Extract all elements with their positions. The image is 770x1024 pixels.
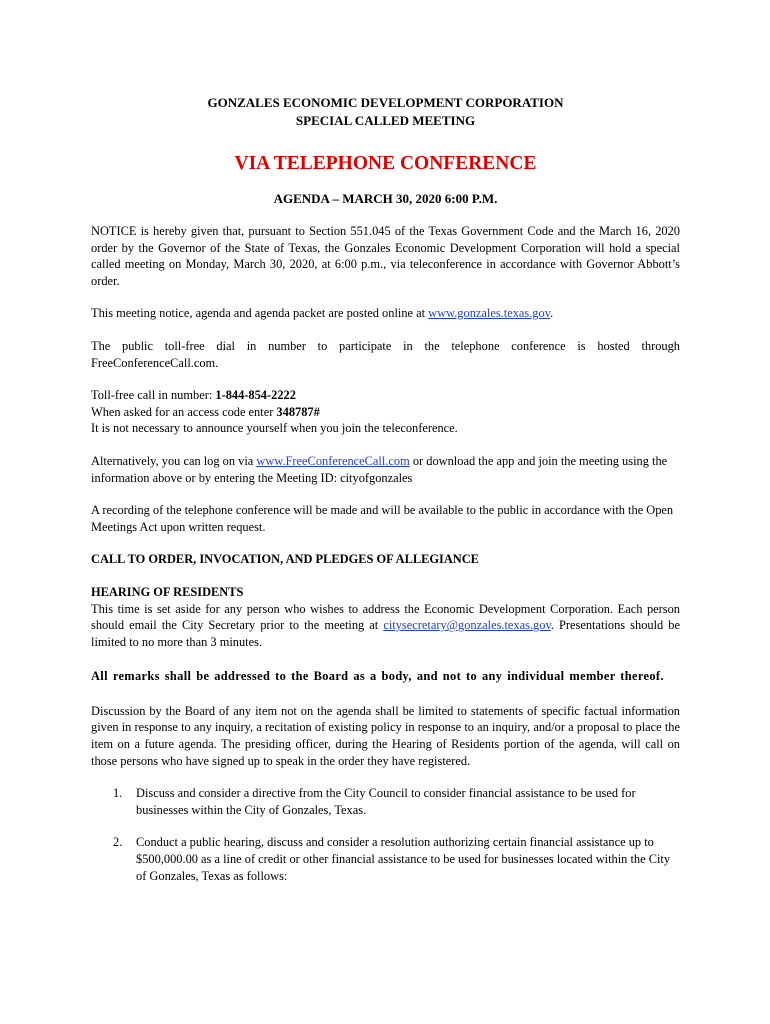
document-title: VIA TELEPHONE CONFERENCE [234,153,537,174]
toll-free-label: Toll-free call in number: [91,388,216,403]
agenda-items-list [91,785,680,884]
alternative-access-text: Alternatively, you can log on via [91,453,257,468]
toll-free-number-line [91,387,680,404]
recording-paragraph: A recording of the telephone conference will be made and will be available to the public in accordance with the Open Meetings Act upon written request. [91,503,674,534]
agenda-item-text: Conduct a public hearing, discuss and consider a resolution authorizing certain financial assistance up to $500,000.00 as a line of credit or other financial assistance to be used for businesses located within the City of Gonzales, Texas as follows: [136,835,671,883]
gonzales-website-link[interactable]: www.gonzales.texas.gov [428,306,551,321]
organization-name: GONZALES ECONOMIC DEVELOPMENT CORPORATION [207,95,564,110]
access-code: 348787# [276,404,320,419]
hearing-of-residents-paragraph [91,601,680,651]
remarks-notice: All remarks shall be addressed to the Board as a body, and not to any individual member thereof. [91,669,664,684]
agenda-item-number: 2. [113,835,123,850]
access-code-line [91,404,680,421]
alternative-access-end: or download the app and join the meeting using the information above or by entering the Meeting ID: cityofgonzales [91,453,668,485]
toll-free-number: 1-844-854-2222 [215,388,296,403]
hearing-of-residents-heading: HEARING OF RESIDENTS [91,584,244,599]
hearing-of-residents-section [91,584,680,650]
dial-in-paragraph: The public toll-free dial in number to participate in the telephone conference is hosted through FreeConferenceCall.com. [91,338,680,370]
meeting-type: SPECIAL CALLED MEETING [295,113,476,128]
agenda-item-text: Discuss and consider a directive from the City Council to consider financial assistance to be used for businesses within the City of Gonzales, Texas. [136,786,636,817]
agenda-item [91,834,680,884]
agenda-date-line: AGENDA – MARCH 30, 2020 6:00 P.M. [273,191,498,206]
call-to-order-heading: CALL TO ORDER, INVOCATION, AND PLEDGES OF ALLEGIANCE [91,552,479,567]
document-body [91,94,680,884]
posted-online-paragraph [91,305,680,322]
posted-online-end: . [550,306,554,321]
hearing-text-end: . Presentations should be limited to no more than 3 minutes. [91,618,680,649]
announce-note: It is not necessary to announce yourself when you join the teleconference. [91,421,458,436]
agenda-item-number: 1. [113,786,123,801]
discussion-paragraph: Discussion by the Board of any item not on the agenda shall be limited to statements of specific factual information given in response to any inquiry, a recitation of existing policy in response to an inquiry, and/or a proposal to place the item on a future agenda. The presiding officer, during the Hearing of Residents portion of the agenda, will call on those persons who have signed up to speak in the order they have registered. [91,703,680,768]
notice-paragraph: NOTICE is hereby given that, pursuant to Section 551.045 of the Texas Government Code and the March 16, 2020 order by the Governor of the State of Texas, the Gonzales Economic Development Corporation will hold a special called meeting on Monday, March 30, 2020, at 6:00 p.m., via teleconference in accordance with Governor Abbott’s order. [91,224,680,288]
agenda-item [91,785,680,818]
access-code-label: When asked for an access code enter [91,404,277,419]
posted-online-text: This meeting notice, agenda and agenda packet are posted online at [91,306,429,321]
call-info-block [91,387,680,437]
city-secretary-email-link[interactable]: citysecretary@gonzales.texas.gov [383,618,551,633]
hearing-text: This time is set aside for any person who wishes to address the Economic Development Corporation. Each person should email the City Secretary prior to the meeting at [91,601,680,633]
alternative-access-paragraph [91,453,680,486]
freeconferencecall-link[interactable]: www.FreeConferenceCall.com [256,453,410,468]
